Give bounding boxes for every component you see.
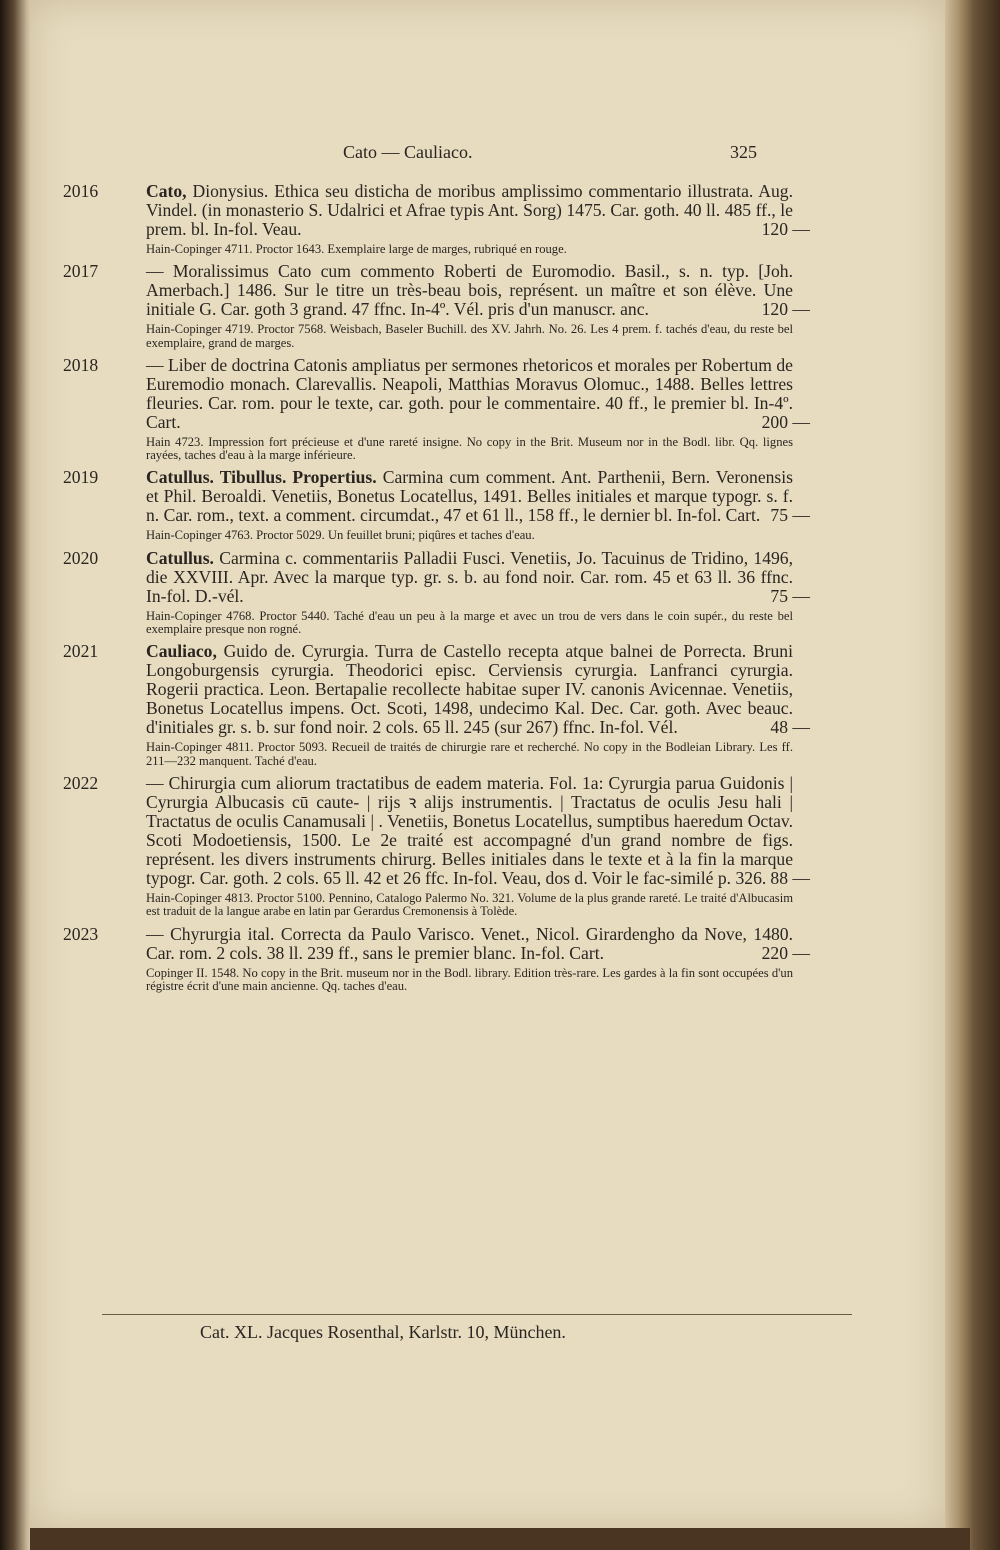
entry-body: — Chirurgia cum aliorum tractatibus de eadem materia. Fol. 1a: Cyrurgia parua Guidonis | Cyrurgia Albucasis cū caute- | rijs ꝛ alijs instrumentis. | Tractatus de oculis Jesu hali | Tractatus de oculis Canamusali | . Venetiis, Bonetus Locatellus, sumptibus haeredum Octav. Scoti Modoetiensis, 1500. Le 2e traité est accompagné d'un grand nombre de figs. représent. les divers instruments chirurg. Belles initiales dans le texte et à la fin la marque typogr. Car. goth. 2 cols. 65 ll. 42 et 26 ffc. In-fol. Veau, dos d. Voir le fac-similé p. 326.	[146, 772, 793, 888]
entry-number: 2017	[63, 261, 99, 282]
entry-body: — Moralissimus Cato cum commento Roberti de Euromodio. Basil., s. n. typ. [Joh. Amerbach.] 1486. Sur le titre un très-beau bois, représent. un maître et son élève. Une initiale G. Car. goth 3 grand. 47 ffnc. In-4º. Vél. pris d'un manuscr. anc.	[146, 261, 793, 320]
running-title: Cato — Cauliaco.	[343, 142, 473, 162]
catalog-entry	[63, 772, 810, 919]
entry-number: 2022	[63, 772, 99, 793]
page-bottom-edge	[30, 1528, 970, 1550]
catalog-entry	[63, 261, 810, 350]
entry-note: Hain-Copinger 4811. Proctor 5093. Recueil de traités de chirurgie rare et recherché. No copy in the Bodleian Library. Les ff. 211—232 manquent. Taché d'eau.	[146, 740, 793, 768]
entries-list	[63, 181, 810, 999]
entry-number: 2019	[63, 467, 99, 488]
entry-price: 200 —	[761, 411, 810, 432]
catalog-entry	[63, 181, 810, 256]
catalog-entry	[63, 641, 810, 768]
entry-heading: Cauliaco,	[146, 641, 217, 662]
entry-note: Hain 4723. Impression fort précieuse et d'une rareté insigne. No copy in the Brit. Museum nor in the Bodl. libr. Qq. lignes rayées, taches d'eau à la marge inférieure.	[146, 434, 793, 463]
entry-body: Guido de. Cyrurgia. Turra de Castello recepta atque balnei de Porrecta. Bruni Longoburgensis cyrurgia. Theodorici episc. Cerviensis cyrurgia. Lanfranci cyrurgia. Rogerii practica. Leon. Bertapalie recollecte habitae super IV. canonis Avicennae. Venetiis, Bonetus Locatellus impens. Oct. Scoti, 1498, undecimo Kal. Dec. Car. goth. Avec beauc. d'initiales gr. s. b. sur fond noir. 2 cols. 65 ll. 245 (sur 267) ffnc. In-fol. Vél.	[146, 641, 793, 738]
entry-note: Hain-Copinger 4763. Proctor 5029. Un feuillet bruni; piqûres et taches d'eau.	[146, 528, 535, 543]
entry-price: 120 —	[761, 219, 810, 239]
catalog-entry	[63, 547, 810, 637]
entry-number: 2020	[63, 547, 99, 568]
catalog-page	[30, 0, 945, 1530]
page-footer: Cat. XL. Jacques Rosenthal, Karlstr. 10, München.	[200, 1322, 566, 1342]
entry-price: 220 —	[761, 942, 810, 963]
catalog-entry	[63, 923, 810, 994]
entry-heading: Cato,	[146, 181, 187, 201]
entry-body: Carmina cum comment. Ant. Parthenii, Bern. Veronensis et Phil. Beroaldi. Venetiis, Bonetus Locatellus, 1491. Belles initiales et marque typogr. s. f. n. Car. rom., text. a comment. circumdat., 47 et 61 ll., 158 ff., le dernier bl. In-fol. Cart.	[146, 467, 794, 526]
entry-note: Hain-Copinger 4719. Proctor 7568. Weisbach, Baseler Buchill. des XV. Jahrh. No. 26. Les 4 prem. f. tachés d'eau, du reste bel exemplaire, grand de marges.	[146, 322, 793, 350]
book-gutter-left	[0, 0, 34, 1550]
entry-body: — Chyrurgia ital. Correcta da Paulo Varisco. Venet., Nicol. Girardengho da Nove, 1480. Car. rom. 2 cols. 38 ll. 239 ff., sans le premier blanc. In-fol. Cart.	[146, 923, 793, 963]
entry-body: — Liber de doctrina Catonis ampliatus per sermones rhetoricos et morales per Robertum de Euremodio monach. Clarevallis. Neapoli, Matthias Moravus Olomuc., 1488. Belles lettres fleuries. Car. rom. pour le texte, car. goth. pour le commentaire. 40 ff., le premier bl. In-4º. Cart.	[146, 354, 793, 432]
entry-note: Copinger II. 1548. No copy in the Brit. museum nor in the Bodl. library. Edition très-rare. Les gardes à la fin sont occupées d'un régistre écrit d'une main ancienne. Qq. taches d'eau.	[146, 965, 793, 993]
page-header	[30, 142, 945, 166]
entry-body: Dionysius. Ethica seu disticha de moribus amplissimo commentario illustrata. Aug. Vindel. (in monasterio S. Udalrici et Afrae typis Ant. Sorg) 1475. Car. goth. 40 ll. 485 ff., le prem. bl. In-fol. Veau.	[146, 181, 793, 239]
book-edge-right	[942, 0, 1000, 1550]
entry-price: 75 —	[770, 505, 810, 526]
page-number: 325	[730, 142, 757, 162]
entry-note: Hain-Copinger 4711. Proctor 1643. Exemplaire large de marges, rubriqué en rouge.	[146, 242, 567, 256]
entry-number: 2018	[63, 354, 99, 375]
entry-body: Carmina c. commentariis Palladii Fusci. Venetiis, Jo. Tacuinus de Tridino, 1496, die XXVIII. Apr. Avec la marque typ. gr. s. b. au fond noir. Car. rom. 45 et 63 ll. 36 ffnc. In-fol. D.-vél.	[146, 547, 793, 606]
entry-heading: Catullus. Tibullus. Propertius.	[146, 467, 377, 488]
catalog-entry	[63, 354, 810, 463]
entry-number: 2016	[63, 181, 99, 201]
entry-price: 88 —	[770, 867, 810, 888]
entry-price: 120 —	[761, 299, 810, 320]
entry-price: 75 —	[770, 585, 810, 606]
entry-heading: Catullus.	[146, 547, 214, 568]
entry-number: 2023	[63, 923, 99, 944]
entry-note: Hain-Copinger 4768. Proctor 5440. Taché d'eau un peu à la marge et avec un trou de vers dans le coin supér., du reste bel exemplaire presque non rogné.	[146, 608, 793, 637]
entry-note: Hain-Copinger 4813. Proctor 5100. Pennino, Catalogo Palermo No. 321. Volume de la plus grande rareté. Le traité d'Albucasim est traduit de la langue arabe en latin par Gerardus Cremonensis à Tolède.	[146, 890, 793, 919]
entry-number: 2021	[63, 641, 99, 662]
entry-price: 48 —	[770, 717, 810, 738]
footer-rule	[102, 1314, 852, 1315]
catalog-entry	[63, 467, 810, 543]
